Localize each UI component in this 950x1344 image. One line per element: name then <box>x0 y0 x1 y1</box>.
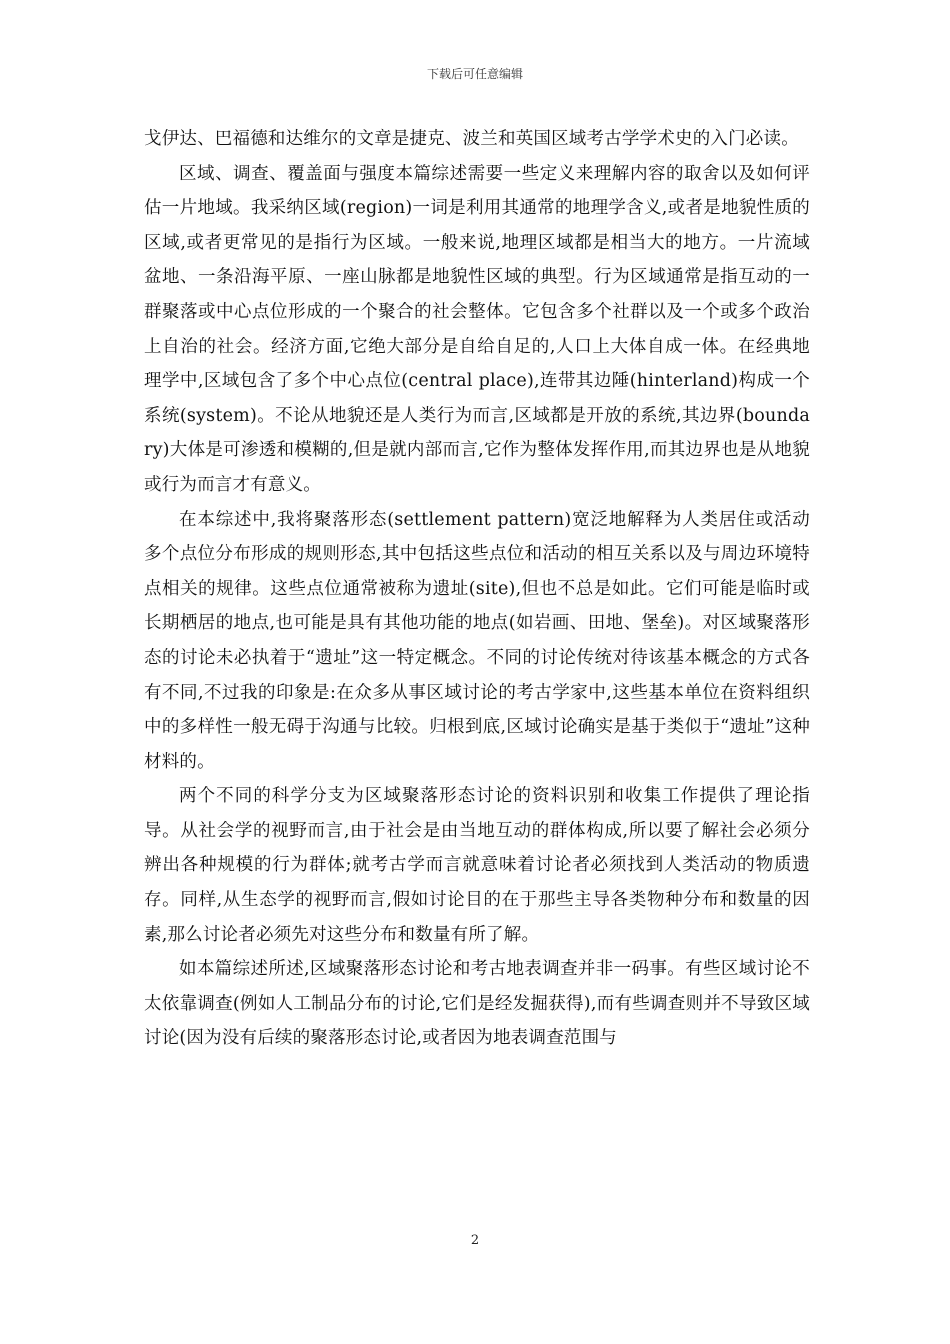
paragraph-3: 在本综述中,我将聚落形态(settlement pattern)宽泛地解释为人类居住或活动多个点位分布形成的规则形态,其中包括这些点位和活动的相互关系以及与周边环境特点相关的规律。这些点位通常被称为遗址(site),但也不总是如此。它们可能是临时或长期栖居的地点,也可能是具有其他功能的地点(如岩画、田地、堡垒)。对区域聚落形态的讨论未必执着于“遗址”这一特定概念。不同的讨论传统对待该基本概念的方式各有不同,不过我的印象是:在众多从事区域讨论的考古学家中,这些基本单位在资料组织中的多样性一般无碍于沟通与比较。归根到底,区域讨论确实是基于类似于“遗址”这种材料的。 <box>144 509 810 772</box>
paragraph-2: 区域、调查、覆盖面与强度本篇综述需要一些定义来理解内容的取舍以及如何评估一片地域。我采纳区域(region)一词是利用其通常的地理学含义,或者是地貌性质的区域,或者更常见的是指行为区域。一般来说,地理区域都是相当大的地方。一片流域盆地、一条沿海平原、一座山脉都是地貌性区域的典型。行为区域通常是指互动的一群聚落或中心点位形成的一个聚合的社会整体。它包含多个社群以及一个或多个政治上自治的社会。经济方面,它绝大部分是自给自足的,人口上大体自成一体。在经典地理学中,区域包含了多个中心点位(central place),连带其边陲(hinterland)构成一个系统(system)。不论从地貌还是人类行为而言,区域都是开放的系统,其边界(boundary)大体是可渗透和模糊的,但是就内部而言,它作为整体发挥作用,而其边界也是从地貌或行为而言才有意义。 <box>144 163 810 495</box>
page-header: 下载后可任意编辑 <box>426 67 523 81</box>
paragraph-1: 戈伊达、巴福德和达维尔的文章是捷克、波兰和英国区域考古学学术史的入门必读。 <box>144 129 799 149</box>
page-number: 2 <box>470 1233 480 1248</box>
paragraph-4: 两个不同的科学分支为区域聚落形态讨论的资料识别和收集工作提供了理论指导。从社会学的视野而言,由于社会是由当地互动的群体构成,所以要了解社会必须分辨出各种规模的行为群体;就考古学而言就意味着讨论者必须找到人类活动的物质遗存。同样,从生态学的视野而言,假如讨论目的在于那些主导各类物种分布和数量的因素,那么讨论者必须先对这些分布和数量有所了解。 <box>144 786 810 945</box>
document-body <box>144 122 810 1056</box>
paragraph-5: 如本篇综述所述,区域聚落形态讨论和考古地表调查并非一码事。有些区域讨论不太依靠调查(例如人工制品分布的讨论,它们是经发掘获得),而有些调查则并不导致区域讨论(因为没有后续的聚落形态讨论,或者因为地表调查范围与 <box>144 959 810 1049</box>
